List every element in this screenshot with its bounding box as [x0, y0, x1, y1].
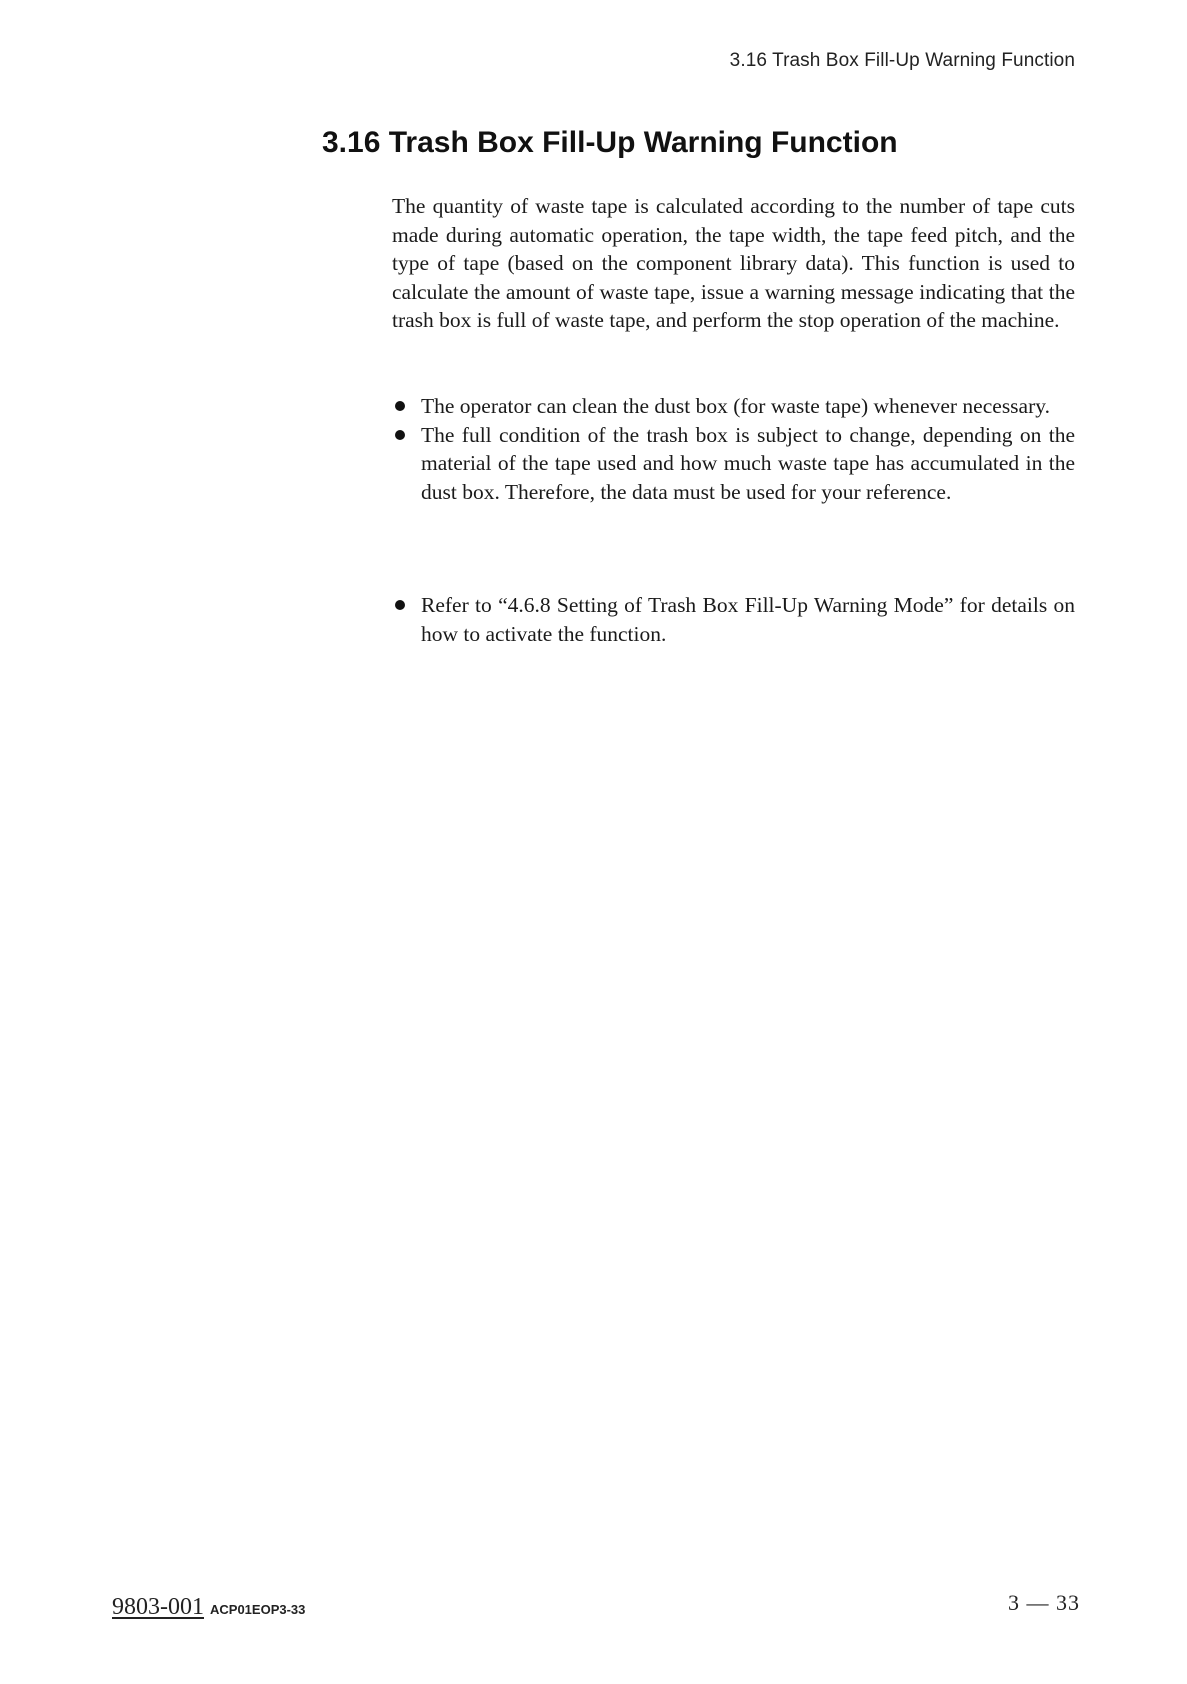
reference-bullet-list	[392, 591, 1075, 648]
bullet-dot-icon	[395, 430, 405, 440]
running-header: 3.16 Trash Box Fill-Up Warning Function	[729, 50, 1075, 71]
bullet-item	[392, 421, 1075, 507]
bullet-text: The operator can clean the dust box (for waste tape) whenever necessary.	[421, 394, 1050, 418]
page-number: 3 — 33	[1008, 1590, 1080, 1615]
document-number: 9803-001	[112, 1594, 204, 1620]
bullet-list	[392, 392, 1075, 506]
bullet-item	[392, 392, 1075, 421]
footer-document-info	[112, 1594, 305, 1621]
bullet-dot-icon	[395, 600, 405, 610]
intro-paragraph: The quantity of waste tape is calculated according to the number of tape cuts made during automatic operation, the tape width, the tape feed pitch, and the type of tape (based on the component library data). This function is used to calculate the amount of waste tape, issue a warning message indicating that the trash box is full of waste tape, and perform the stop operation of the machine.	[392, 194, 1075, 333]
section-title: 3.16 Trash Box Fill-Up Warning Function	[322, 126, 898, 159]
document-code: ACP01EOP3-33	[210, 1602, 306, 1617]
bullet-text: The full condition of the trash box is subject to change, depending on the material of the tape used and how much waste tape has accumulated in the dust box. Therefore, the data must be used for your reference.	[421, 422, 1075, 504]
bullet-item	[392, 591, 1075, 648]
bullet-dot-icon	[395, 401, 405, 411]
bullet-text: Refer to “4.6.8 Setting of Trash Box Fill-Up Warning Mode” for details on how to activate the function.	[421, 593, 1075, 646]
